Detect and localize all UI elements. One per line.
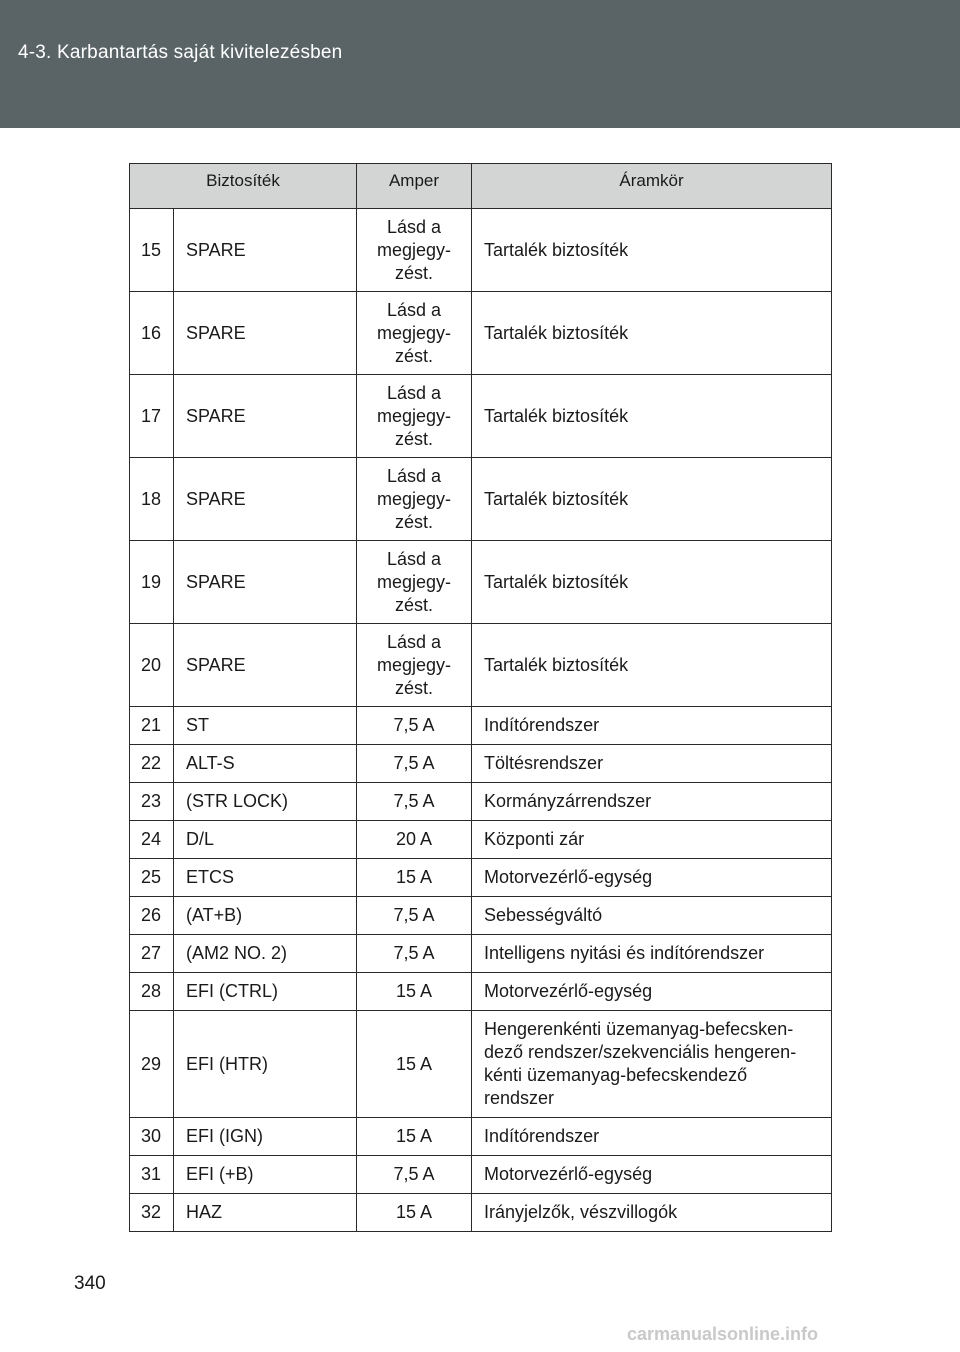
- fuse-amper: 7,5 A: [357, 897, 472, 935]
- table-row: [130, 783, 832, 821]
- fuse-amper: Lásd a megjegy- zést.: [357, 292, 472, 375]
- column-header-amper: Amper: [357, 164, 472, 209]
- fuse-circuit: Irányjelzők, vészvillogók: [472, 1194, 832, 1232]
- fuse-amper: Lásd a megjegy- zést.: [357, 458, 472, 541]
- chapter-header-band: [0, 0, 960, 128]
- table-row: [130, 897, 832, 935]
- fuse-circuit: Hengerenkénti üzemanyag-befecsken- dező rendszer/szekvenciális hengeren- kénti üzemanyag-befecskendező rendszer: [472, 1011, 832, 1118]
- fuse-circuit: Tartalék biztosíték: [472, 541, 832, 624]
- fuse-amper: 7,5 A: [357, 1156, 472, 1194]
- fuse-circuit: Motorvezérlő-egység: [472, 973, 832, 1011]
- fuse-name: (AT+B): [174, 897, 357, 935]
- fuse-name: SPARE: [174, 541, 357, 624]
- fuse-circuit: Indítórendszer: [472, 1118, 832, 1156]
- fuse-amper: 20 A: [357, 821, 472, 859]
- table-row: [130, 624, 832, 707]
- fuse-name: SPARE: [174, 292, 357, 375]
- fuse-name: ST: [174, 707, 357, 745]
- table-row: [130, 375, 832, 458]
- fuse-name: HAZ: [174, 1194, 357, 1232]
- table-row: [130, 745, 832, 783]
- fuse-number: 15: [130, 209, 174, 292]
- fuse-name: EFI (IGN): [174, 1118, 357, 1156]
- fuse-name: ETCS: [174, 859, 357, 897]
- table-row: [130, 859, 832, 897]
- fuse-circuit: Kormányzárrendszer: [472, 783, 832, 821]
- fuse-number: 30: [130, 1118, 174, 1156]
- fuse-amper: Lásd a megjegy- zést.: [357, 541, 472, 624]
- fuse-number: 26: [130, 897, 174, 935]
- table-row: [130, 821, 832, 859]
- fuse-circuit: Töltésrendszer: [472, 745, 832, 783]
- fuse-circuit: Indítórendszer: [472, 707, 832, 745]
- fuse-number: 22: [130, 745, 174, 783]
- fuse-circuit: Tartalék biztosíték: [472, 209, 832, 292]
- fuse-circuit: Központi zár: [472, 821, 832, 859]
- fuse-number: 27: [130, 935, 174, 973]
- table-row: [130, 1118, 832, 1156]
- fuse-amper: 15 A: [357, 1194, 472, 1232]
- fuse-number: 23: [130, 783, 174, 821]
- fuse-name: EFI (HTR): [174, 1011, 357, 1118]
- watermark: carmanualsonline.info: [627, 1324, 819, 1344]
- fuse-amper: 15 A: [357, 1011, 472, 1118]
- fuse-amper: 7,5 A: [357, 707, 472, 745]
- page-number: 340: [74, 1273, 106, 1294]
- fuse-circuit: Tartalék biztosíték: [472, 375, 832, 458]
- column-header-fuse: Biztosíték: [130, 164, 357, 209]
- table-row: [130, 973, 832, 1011]
- fuse-name: SPARE: [174, 458, 357, 541]
- fuse-name: (AM2 NO. 2): [174, 935, 357, 973]
- fuse-table: [129, 163, 832, 1232]
- fuse-number: 17: [130, 375, 174, 458]
- table-row: [130, 458, 832, 541]
- fuse-name: SPARE: [174, 209, 357, 292]
- fuse-circuit: Motorvezérlő-egység: [472, 859, 832, 897]
- column-header-circuit: Áramkör: [472, 164, 832, 209]
- chapter-title: 4-3. Karbantartás saját kivitelezésben: [18, 42, 343, 63]
- table-row: [130, 935, 832, 973]
- fuse-amper: 15 A: [357, 973, 472, 1011]
- fuse-number: 19: [130, 541, 174, 624]
- fuse-circuit: Tartalék biztosíték: [472, 624, 832, 707]
- fuse-circuit: Tartalék biztosíték: [472, 292, 832, 375]
- fuse-amper: 7,5 A: [357, 935, 472, 973]
- fuse-circuit: Intelligens nyitási és indítórendszer: [472, 935, 832, 973]
- table-header-row: [130, 164, 832, 209]
- fuse-amper: Lásd a megjegy- zést.: [357, 375, 472, 458]
- fuse-amper: 15 A: [357, 1118, 472, 1156]
- fuse-number: 20: [130, 624, 174, 707]
- fuse-number: 25: [130, 859, 174, 897]
- fuse-number: 28: [130, 973, 174, 1011]
- fuse-number: 18: [130, 458, 174, 541]
- fuse-name: EFI (CTRL): [174, 973, 357, 1011]
- fuse-amper: 7,5 A: [357, 745, 472, 783]
- fuse-circuit: Motorvezérlő-egység: [472, 1156, 832, 1194]
- fuse-name: D/L: [174, 821, 357, 859]
- fuse-name: SPARE: [174, 624, 357, 707]
- fuse-circuit: Tartalék biztosíték: [472, 458, 832, 541]
- table-row: [130, 541, 832, 624]
- fuse-number: 29: [130, 1011, 174, 1118]
- table-row: [130, 707, 832, 745]
- fuse-number: 16: [130, 292, 174, 375]
- fuse-amper: Lásd a megjegy- zést.: [357, 209, 472, 292]
- table-row: [130, 292, 832, 375]
- fuse-number: 32: [130, 1194, 174, 1232]
- fuse-name: ALT-S: [174, 745, 357, 783]
- fuse-number: 31: [130, 1156, 174, 1194]
- fuse-number: 21: [130, 707, 174, 745]
- table-row: [130, 1156, 832, 1194]
- fuse-name: SPARE: [174, 375, 357, 458]
- fuse-circuit: Sebességváltó: [472, 897, 832, 935]
- fuse-amper: 7,5 A: [357, 783, 472, 821]
- fuse-number: 24: [130, 821, 174, 859]
- table-row: [130, 1011, 832, 1118]
- table-row: [130, 209, 832, 292]
- fuse-amper: Lásd a megjegy- zést.: [357, 624, 472, 707]
- fuse-name: (STR LOCK): [174, 783, 357, 821]
- table-row: [130, 1194, 832, 1232]
- fuse-amper: 15 A: [357, 859, 472, 897]
- fuse-name: EFI (+B): [174, 1156, 357, 1194]
